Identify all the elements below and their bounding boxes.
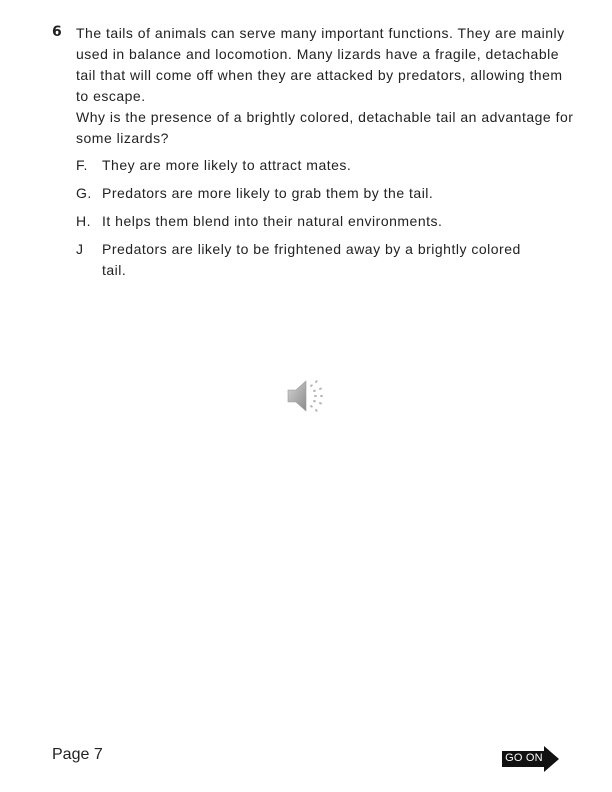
question-prompt: Why is the presence of a brightly colored, detachable tail an advantage for some lizards? (76, 109, 574, 146)
option-text: They are more likely to attract mates. (102, 157, 352, 173)
question-passage: The tails of animals can serve many important functions. They are mainly used in balance and locomotion. Many lizards have a fragile, detachable tail that will come off when they are attacked by predators, allowing them to escape. (76, 25, 565, 104)
option-letter: G. (76, 185, 92, 201)
option-letter: F. (76, 157, 88, 173)
page-number: Page 7 (52, 746, 103, 763)
question-number: 6 (52, 24, 62, 40)
go-on-label: GO ON (505, 752, 543, 764)
option-text: Predators are more likely to grab them by the tail. (102, 185, 434, 201)
option-letter: H. (76, 213, 91, 229)
option-letter: J (76, 241, 84, 257)
speaker-icon[interactable] (284, 376, 328, 416)
option-text: It helps them blend into their natural environments. (102, 213, 443, 229)
question-stem (76, 23, 576, 149)
go-on-arrow (502, 746, 560, 772)
option-text: Predators are likely to be frightened away by a brightly colored tail. (102, 241, 521, 278)
speaker-icon-graphic (284, 376, 328, 416)
